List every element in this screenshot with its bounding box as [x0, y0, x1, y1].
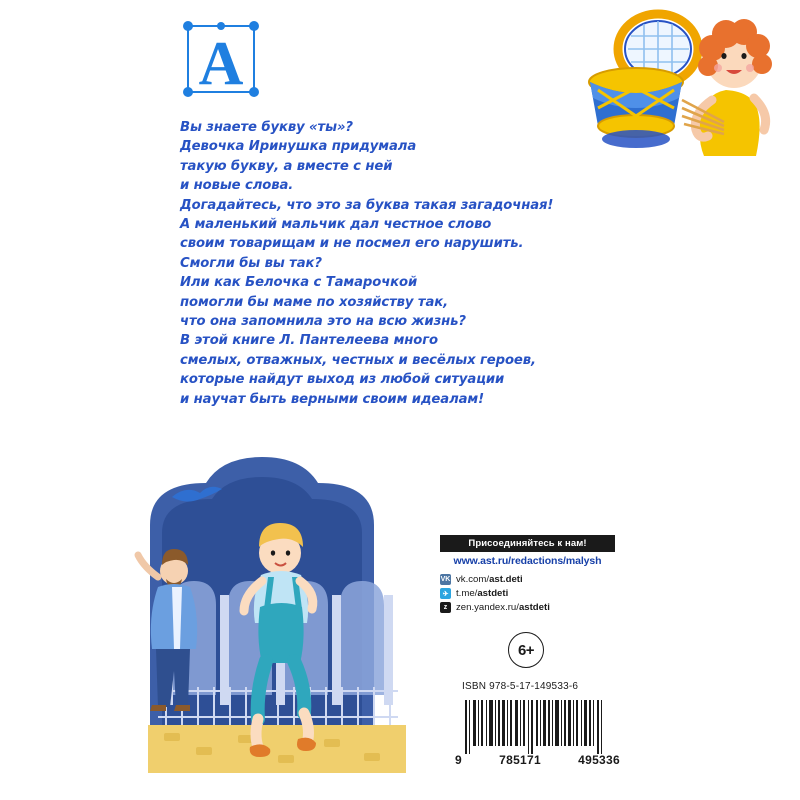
ast-publisher-logo: [176, 18, 266, 100]
blurb-line: которые найдут выход из любой ситуации: [180, 372, 505, 388]
social-link-handle: astdeti: [518, 602, 550, 613]
vk-icon: VK: [440, 576, 451, 583]
social-link-prefix: vk.com/: [456, 574, 490, 585]
social-link-zen[interactable]: [440, 602, 615, 613]
blurb-line: такую букву, а вместе с ней: [180, 158, 393, 174]
blurb-line: смелых, отважных, честных и весёлых героев,: [180, 352, 536, 368]
blurb-line: Девочка Иринушка придумала: [180, 139, 417, 155]
social-link-prefix: t.me/: [456, 588, 478, 599]
social-header: Присоединяйтесь к нам!: [440, 535, 615, 552]
blurb-line: и новые слова.: [180, 178, 294, 194]
logo-letter: A: [198, 30, 244, 98]
barcode-digits: [455, 753, 620, 767]
isbn-text: ISBN 978-5-17-149533-6: [462, 681, 579, 692]
blurb-line: Вы знаете букву «ты»?: [180, 120, 353, 135]
blurb-line: Догадайтесь, что это за буква такая загадочная!: [180, 197, 554, 213]
blurb-line: А маленький мальчик дал честное слово: [180, 217, 492, 233]
telegram-icon: ✈: [440, 588, 451, 599]
barcode-left-digit: 9: [455, 753, 462, 767]
zen-icon: z: [440, 602, 451, 613]
social-link-prefix: zen.yandex.ru/: [456, 602, 519, 613]
blurb-line: что она запомнила это на всю жизнь?: [180, 314, 466, 330]
age-rating-badge: 6+: [508, 632, 544, 668]
publisher-website[interactable]: www.ast.ru/redactions/malysh: [453, 555, 602, 567]
social-link-vk[interactable]: [440, 574, 615, 585]
social-link-telegram[interactable]: [440, 588, 615, 599]
blurb-line: Или как Белочка с Тамарочкой: [180, 275, 418, 291]
boy-running-illustration: [128, 455, 428, 785]
barcode-group-1: 785171: [499, 753, 541, 767]
social-links-list: [440, 574, 615, 613]
blurb-line: В этой книге Л. Пантелеева много: [180, 333, 438, 349]
social-link-handle: astdeti: [477, 588, 509, 599]
blurb-line: Смогли бы вы так?: [180, 255, 322, 271]
blurb-text: [180, 118, 630, 409]
blurb-line: помогли бы маме по хозяйству так,: [180, 294, 449, 310]
social-link-handle: ast.deti: [489, 574, 523, 585]
barcode-group-2: 495336: [578, 753, 620, 767]
social-block: [440, 535, 615, 616]
blurb-line: своим товарищам и не посмел его нарушить.: [180, 236, 524, 252]
blurb-line: и научат быть верными своим идеалам!: [180, 391, 485, 407]
ean13-barcode: [455, 698, 615, 754]
